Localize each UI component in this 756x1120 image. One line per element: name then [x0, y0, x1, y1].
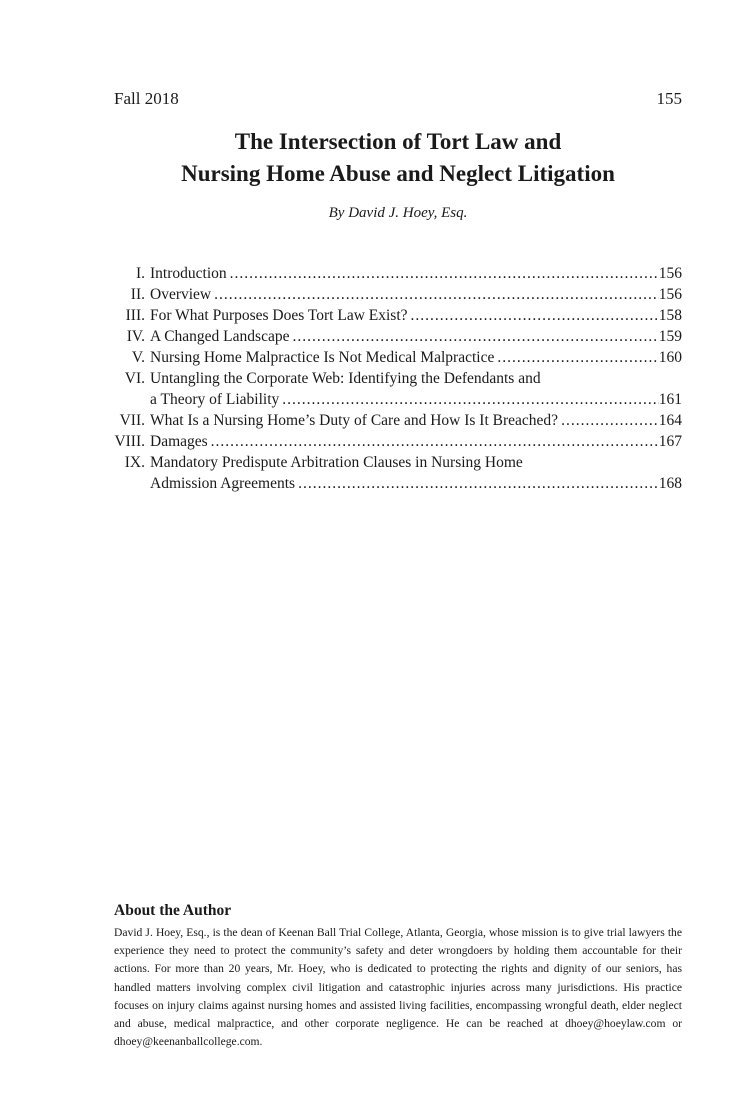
toc-section-title: Damages	[150, 433, 208, 450]
toc-page-number: 156	[658, 265, 682, 282]
toc-section-number: VI.	[124, 370, 145, 387]
toc-leader-dots	[211, 284, 659, 305]
article-title-line-1: The Intersection of Tort Law and	[234, 129, 562, 154]
toc-page-number: 164	[658, 412, 682, 429]
toc-line	[100, 431, 682, 452]
toc-line	[100, 326, 682, 347]
toc-line	[100, 452, 682, 473]
toc-leader-dots	[494, 347, 658, 368]
toc-section-number: I.	[135, 265, 145, 282]
page-number: 155	[656, 89, 682, 108]
toc-leader-dots	[289, 326, 658, 347]
toc-section-number: IV.	[126, 328, 145, 345]
toc-leader-dots	[227, 263, 659, 284]
toc-section-number: IX.	[124, 454, 145, 471]
toc-section-title: What Is a Nursing Home’s Duty of Care and How Is It Breached?	[150, 412, 559, 429]
toc-section-number: VII.	[119, 412, 145, 429]
article-byline: By David J. Hoey, Esq.	[328, 205, 468, 221]
toc-entry	[100, 431, 682, 452]
toc-section-title: Untangling the Corporate Web: Identifying the Defendants and	[150, 370, 541, 387]
toc-leader-dots	[408, 305, 659, 326]
toc-leader-dots	[279, 389, 658, 410]
article-title-line-2: Nursing Home Abuse and Neglect Litigation	[181, 161, 615, 186]
toc-page-number: 156	[658, 286, 682, 303]
toc-section-title: Nursing Home Malpractice Is Not Medical Malpractice	[150, 349, 495, 366]
toc-page-number: 167	[658, 433, 682, 450]
toc-section-title: A Changed Landscape	[150, 328, 290, 345]
toc-section-title: Mandatory Predispute Arbitration Clauses in Nursing Home	[150, 454, 523, 471]
toc-entry	[100, 410, 682, 431]
author-bio: David J. Hoey, Esq., is the dean of Keenan Ball Trial College, Atlanta, Georgia, whose mission is to give trial lawyers the experience they need to protect the community’s safety and deter wrongdoers by holding them accountable for their actions. For more than 20 years, Mr. Hoey, who is dedicated to protecting the rights and dignity of our seniors, has handled matters involving complex civil litigation and catastrophic injuries across many jurisdictions. His practice focuses on injury claims against nursing homes and assisted living facilities, encompassing wrongful death, elder neglect and abuse, medical malpractice, and other corporate negligence. He can be reached at dhoey@hoeylaw.com or dhoey@keenanballcollege.com.	[114, 926, 682, 1049]
toc-entry	[100, 326, 682, 347]
about-the-author	[114, 900, 682, 1051]
toc-line	[100, 473, 682, 494]
toc-page-number: 168	[658, 475, 682, 492]
toc-section-number: III.	[125, 307, 145, 324]
toc-section-number: II.	[130, 286, 145, 303]
toc-section-title: Overview	[150, 286, 212, 303]
toc-line	[100, 305, 682, 326]
toc-page-number: 159	[658, 328, 682, 345]
toc-line	[100, 263, 682, 284]
toc-section-title: Admission Agreements	[150, 475, 296, 492]
toc-page-number: 160	[658, 349, 682, 366]
toc-entry	[100, 305, 682, 326]
toc-page-number: 158	[658, 307, 682, 324]
toc-line	[100, 347, 682, 368]
author-heading: About the Author	[114, 902, 232, 919]
toc-section-title: For What Purposes Does Tort Law Exist?	[150, 307, 408, 324]
issue-label: Fall 2018	[114, 89, 179, 108]
toc-leader-dots	[208, 431, 659, 452]
toc-entry	[100, 368, 682, 410]
toc-line	[100, 284, 682, 305]
toc-leader-dots	[558, 410, 659, 431]
toc-line	[100, 410, 682, 431]
toc-line	[100, 389, 682, 410]
toc-entry	[100, 347, 682, 368]
running-head	[114, 88, 682, 110]
toc-entry	[100, 452, 682, 494]
article-title	[114, 126, 682, 190]
toc-section-number: V.	[131, 349, 145, 366]
toc-section-number: VIII.	[114, 433, 145, 450]
toc-section-title: Introduction	[150, 265, 227, 282]
toc-section-title: a Theory of Liability	[150, 391, 280, 408]
toc-entry	[100, 263, 682, 284]
toc-leader-dots	[295, 473, 659, 494]
toc-page-number: 161	[658, 391, 682, 408]
toc-line	[100, 368, 682, 389]
toc-entry	[100, 284, 682, 305]
table-of-contents	[100, 263, 682, 494]
